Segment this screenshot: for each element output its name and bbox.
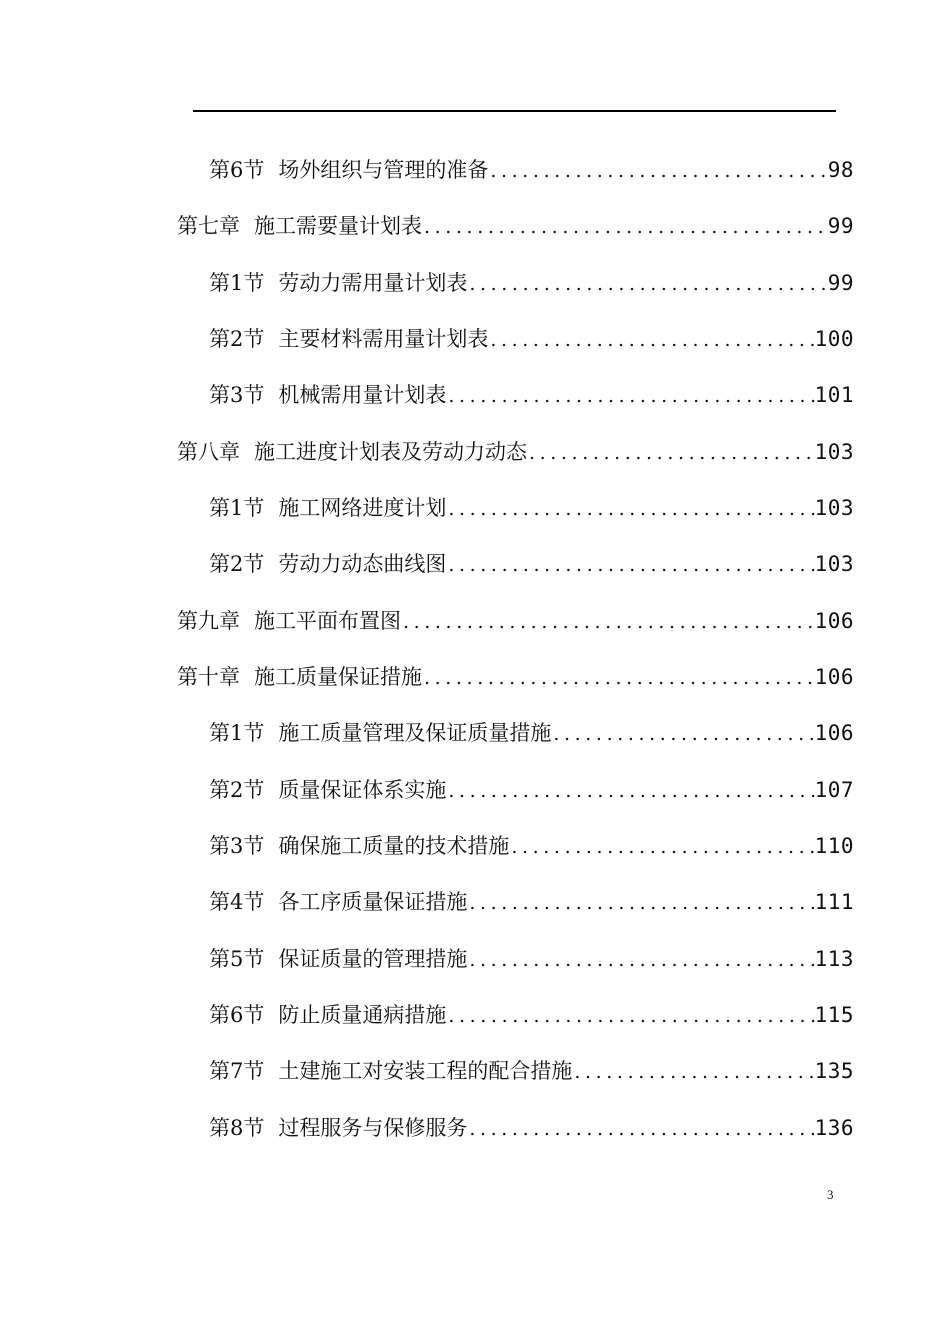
- toc-entry-number: 第1节: [209, 271, 265, 295]
- dot-leader: [446, 1001, 814, 1030]
- toc-entry[interactable]: [177, 606, 854, 636]
- toc-entry-number: 第1节: [209, 721, 265, 745]
- toc-entry-number: 第8节: [209, 1116, 265, 1140]
- toc-entry-page: 99: [827, 214, 854, 238]
- toc-entry-number: 第1节: [209, 496, 265, 520]
- dot-leader: [488, 325, 814, 354]
- toc-entry-title: 过程服务与保修服务: [278, 1116, 468, 1140]
- header-rule: [193, 110, 836, 112]
- toc-entry-title: 场外组织与管理的准备: [278, 158, 489, 182]
- toc-entry-number: 第3节: [209, 383, 265, 407]
- toc-entry-page: 103: [814, 440, 854, 464]
- toc-entry[interactable]: [177, 211, 854, 241]
- dot-leader: [446, 381, 814, 410]
- toc-entry-title: 防止质量通病措施: [278, 1003, 447, 1027]
- toc-entry-title: 劳动力需用量计划表: [278, 271, 468, 295]
- toc-entry-number: 第7节: [209, 1059, 265, 1083]
- dot-leader: [551, 719, 814, 748]
- toc-entry-number: 第2节: [209, 327, 265, 351]
- toc-entry[interactable]: [209, 1000, 854, 1030]
- toc-entry-page: 106: [814, 665, 854, 689]
- toc-entry-number: 第八章: [177, 440, 240, 464]
- toc-entry-title: 施工质量保证措施: [254, 665, 422, 689]
- toc-entry[interactable]: [209, 155, 854, 185]
- toc-entry-number: 第七章: [177, 214, 240, 238]
- toc-entry-number: 第4节: [209, 890, 265, 914]
- toc-entry-title: 保证质量的管理措施: [278, 947, 468, 971]
- toc-entry[interactable]: [209, 380, 854, 410]
- page-number: 3: [827, 1187, 834, 1202]
- dot-leader: [572, 1057, 814, 1086]
- toc-entry-page: 136: [814, 1116, 854, 1140]
- toc-entry-title: 主要材料需用量计划表: [278, 327, 489, 351]
- toc-entry-number: 第2节: [209, 552, 265, 576]
- toc-entry-page: 115: [814, 1003, 854, 1027]
- toc-entry[interactable]: [209, 1056, 854, 1086]
- toc-entry[interactable]: [209, 887, 854, 917]
- toc-entry-page: 100: [814, 327, 854, 351]
- toc-entry-page: 103: [814, 496, 854, 520]
- toc-entry-page: 107: [814, 778, 854, 802]
- dot-leader: [467, 888, 814, 917]
- toc-entry-title: 机械需用量计划表: [278, 383, 447, 407]
- toc-entry[interactable]: [209, 831, 854, 861]
- toc-entry-title: 各工序质量保证措施: [278, 890, 468, 914]
- toc-entry-title: 施工网络进度计划: [278, 496, 447, 520]
- toc-entry-page: 113: [814, 947, 854, 971]
- toc-entry-number: 第2节: [209, 778, 265, 802]
- dot-leader: [509, 832, 814, 861]
- toc-entry[interactable]: [209, 268, 854, 298]
- toc-entry-title: 施工进度计划表及劳动力动态: [254, 440, 527, 464]
- dot-leader: [446, 776, 814, 805]
- toc-entry[interactable]: [209, 549, 854, 579]
- dot-leader: [527, 438, 815, 467]
- toc-entry-title: 劳动力动态曲线图: [278, 552, 447, 576]
- toc-entry[interactable]: [209, 944, 854, 974]
- toc-entry-number: 第6节: [209, 158, 265, 182]
- toc-entry-title: 施工需要量计划表: [254, 214, 422, 238]
- toc-entry-number: 第九章: [177, 609, 240, 633]
- toc-entry-page: 106: [814, 721, 854, 745]
- dot-leader: [467, 945, 814, 974]
- toc-entry-number: 第6节: [209, 1003, 265, 1027]
- toc-entry[interactable]: [209, 493, 854, 523]
- toc-entry[interactable]: [177, 662, 854, 692]
- toc-entry-number: 第十章: [177, 665, 240, 689]
- dot-leader: [401, 607, 815, 636]
- dot-leader: [446, 550, 814, 579]
- toc-entry-page: 99: [827, 271, 854, 295]
- dot-leader: [467, 269, 827, 298]
- toc-entry-number: 第3节: [209, 834, 265, 858]
- dot-leader: [422, 663, 815, 692]
- toc-entry[interactable]: [209, 718, 854, 748]
- dot-leader: [488, 156, 827, 185]
- toc-entry-title: 施工平面布置图: [254, 609, 401, 633]
- toc-entry-number: 第5节: [209, 947, 265, 971]
- toc-entry-page: 110: [814, 834, 854, 858]
- toc-entry[interactable]: [209, 775, 854, 805]
- toc-entry-page: 135: [814, 1059, 854, 1083]
- toc-entry[interactable]: [177, 437, 854, 467]
- toc-entry-title: 施工质量管理及保证质量措施: [278, 721, 552, 745]
- toc-entry-page: 106: [814, 609, 854, 633]
- toc-entry[interactable]: [209, 324, 854, 354]
- toc-entry-title: 土建施工对安装工程的配合措施: [278, 1059, 573, 1083]
- dot-leader: [422, 212, 828, 241]
- toc-entry-page: 111: [814, 890, 854, 914]
- dot-leader: [467, 1114, 814, 1143]
- toc-entry-page: 103: [814, 552, 854, 576]
- toc-entry-page: 98: [827, 158, 854, 182]
- dot-leader: [446, 494, 814, 523]
- toc-entry-title: 质量保证体系实施: [278, 778, 447, 802]
- toc-entry-title: 确保施工质量的技术措施: [278, 834, 510, 858]
- toc-entry[interactable]: [209, 1113, 854, 1143]
- toc-entry-page: 101: [814, 383, 854, 407]
